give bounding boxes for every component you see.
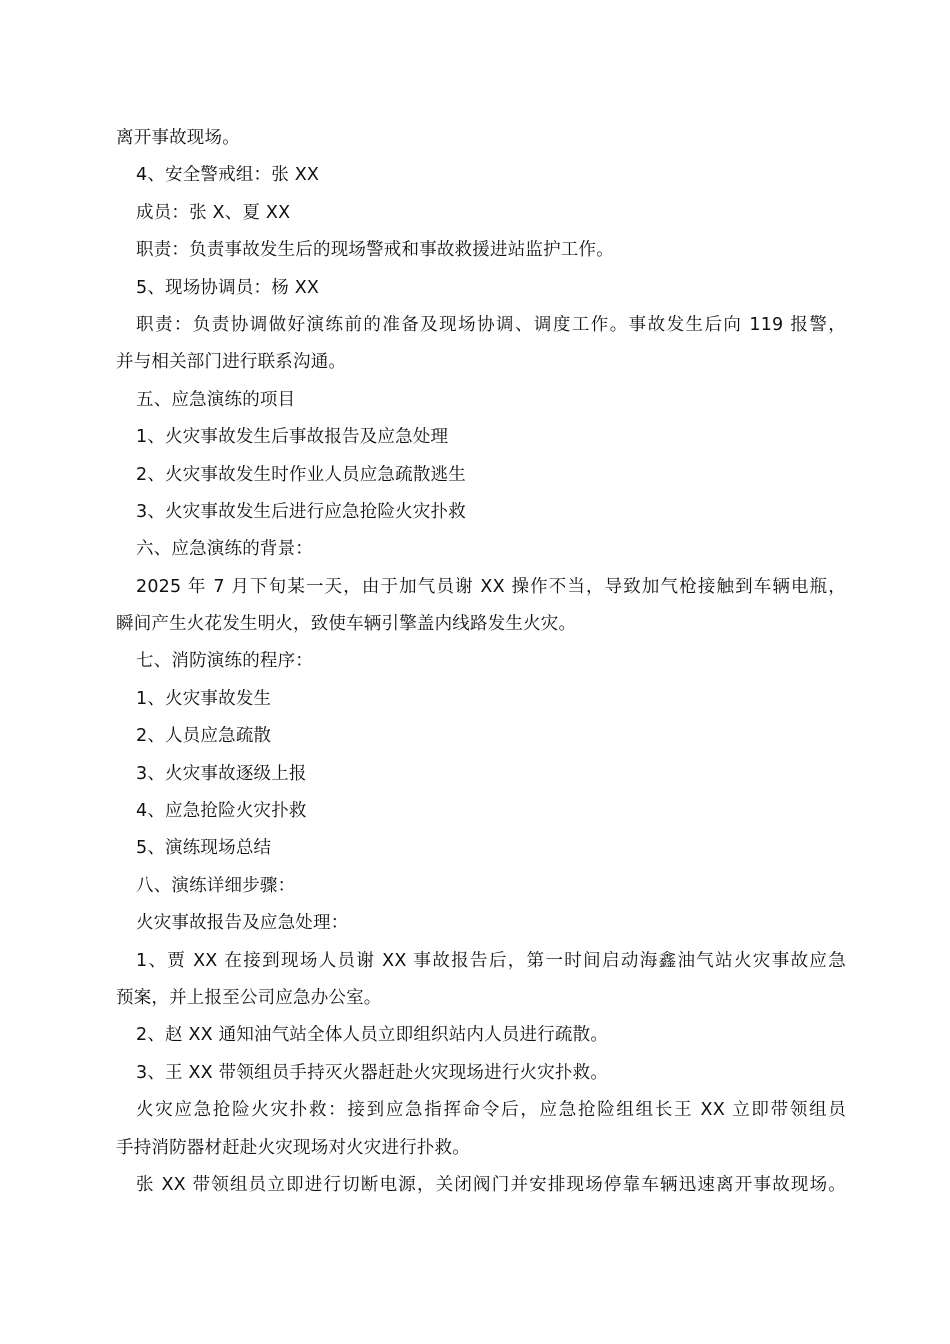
text-line: 手持消防器材赶赴火灾现场对火灾进行扑救。 bbox=[116, 1137, 470, 1158]
text-line: 职责：负责协调做好演练前的准备及现场协调、调度工作。事故发生后向 119 报警， bbox=[136, 314, 846, 335]
text-line: 并与相关部门进行联系沟通。 bbox=[116, 352, 347, 373]
text-line: 3、火灾事故发生后进行应急抢险火灾扑救 bbox=[136, 501, 466, 522]
text-line: 1、火灾事故发生后事故报告及应急处理 bbox=[136, 427, 449, 448]
text-line: 火灾事故报告及应急处理： bbox=[136, 913, 349, 934]
text-line: 3、火灾事故逐级上报 bbox=[136, 763, 307, 784]
text-line: 预案，并上报至公司应急办公室。 bbox=[116, 987, 382, 1008]
text-line: 张 XX 带领组员立即进行切断电源，关闭阀门并安排现场停靠车辆迅速离开事故现场。 bbox=[136, 1174, 846, 1195]
text-line: 职责：负责事故发生后的现场警戒和事故救援进站监护工作。 bbox=[136, 240, 614, 261]
text-line: 五、应急演练的项目 bbox=[136, 389, 296, 410]
text-line: 2、人员应急疏散 bbox=[136, 726, 272, 747]
text-line: 2025 年 7 月下旬某一天，由于加气员谢 XX 操作不当，导致加气枪接触到车辆电瓶， bbox=[136, 576, 846, 597]
text-line: 1、火灾事故发生 bbox=[136, 688, 272, 709]
text-line: 5、现场协调员：杨 XX bbox=[136, 277, 320, 298]
text-line: 2、赵 XX 通知油气站全体人员立即组织站内人员进行疏散。 bbox=[136, 1025, 609, 1046]
text-line: 2、火灾事故发生时作业人员应急疏散逃生 bbox=[136, 464, 466, 485]
text-line: 1、贾 XX 在接到现场人员谢 XX 事故报告后，第一时间启动海鑫油气站火灾事故应急 bbox=[136, 950, 846, 971]
text-line: 八、演练详细步骤： bbox=[136, 875, 296, 896]
text-line: 4、应急抢险火灾扑救 bbox=[136, 801, 307, 822]
text-line: 5、演练现场总结 bbox=[136, 838, 272, 859]
text-line: 成员：张 X、夏 XX bbox=[136, 202, 291, 223]
text-line: 4、安全警戒组：张 XX bbox=[136, 165, 320, 186]
text-line: 瞬间产生火花发生明火，致使车辆引擎盖内线路发生火灾。 bbox=[116, 614, 577, 635]
text-line: 火灾应急抢险火灾扑救：接到应急指挥命令后，应急抢险组组长王 XX 立即带领组员 bbox=[136, 1100, 846, 1121]
text-line: 七、消防演练的程序： bbox=[136, 651, 313, 672]
text-line: 六、应急演练的背景： bbox=[136, 539, 313, 560]
text-line: 离开事故现场。 bbox=[116, 128, 240, 148]
text-line: 3、王 XX 带领组员手持灭火器赶赴火灾现场进行火灾扑救。 bbox=[136, 1062, 609, 1083]
document-body bbox=[116, 120, 846, 1204]
